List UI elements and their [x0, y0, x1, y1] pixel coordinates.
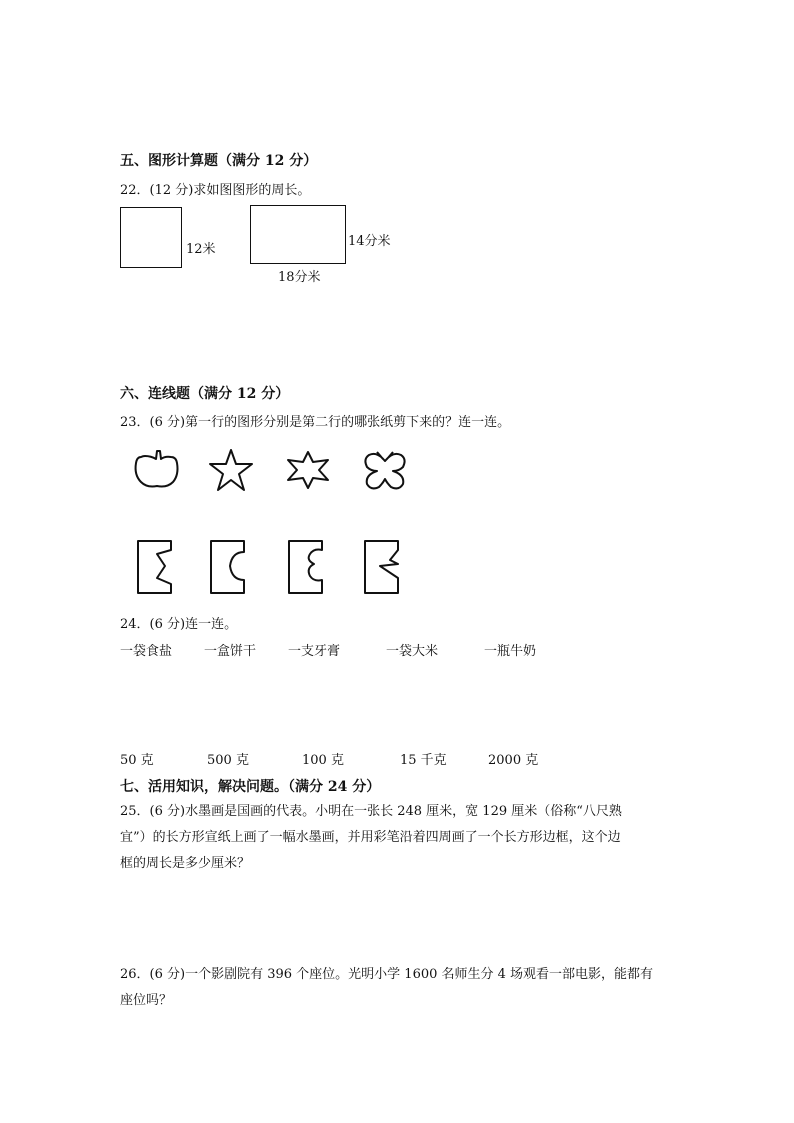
- weight-2000g[interactable]: 2000 克: [488, 753, 539, 768]
- question-25-line-3: 框的周长是多少厘米？: [120, 856, 251, 871]
- weight-100g[interactable]: 100 克: [302, 753, 344, 768]
- paper-cut-shape-d: [362, 538, 404, 596]
- item-rice[interactable]: 一袋大米: [386, 644, 439, 659]
- item-salt[interactable]: 一袋食盐: [120, 644, 173, 659]
- section-7-title: 七、活用知识，解决问题。（满分 24 分）: [120, 779, 381, 795]
- question-25: [120, 799, 680, 877]
- paper-cut-shape-a: [135, 538, 177, 596]
- question-23: 23．(6 分)第一行的图形分别是第二行的哪张纸剪下来的？连一连。: [120, 415, 511, 430]
- item-toothpaste[interactable]: 一支牙膏: [288, 644, 341, 659]
- rectangle-width-label: 18分米: [278, 270, 321, 285]
- rectangle-figure: [250, 205, 346, 264]
- question-26-line-2: 座位吗？: [120, 993, 173, 1008]
- item-biscuits[interactable]: 一盒饼干: [204, 644, 257, 659]
- weight-15kg[interactable]: 15 千克: [400, 753, 447, 768]
- apple-shape: [133, 447, 181, 489]
- question-26-line-1: 26．(6 分)一个影剧院有 396 个座位。光明小学 1600 名师生分 4 场观看一部电影，能都有: [120, 967, 654, 982]
- rectangle-height-label: 14分米: [348, 234, 391, 249]
- section-6-title: 六、连线题（满分 12 分）: [120, 386, 290, 402]
- square-side-label: 12米: [186, 242, 216, 257]
- paper-cut-shape-c: [286, 538, 328, 596]
- question-25-line-1: 25．(6 分)水墨画是国画的代表。小明在一张长 248 厘米，宽 129 厘米（俗称“八尺熟: [120, 804, 622, 819]
- question-25-line-2: 宜”）的长方形宣纸上画了一幅水墨画，并用彩笔沿着四周画了一个长方形边框，这个边: [120, 830, 621, 845]
- star-shape: [207, 448, 255, 492]
- item-milk[interactable]: 一瓶牛奶: [484, 644, 537, 659]
- weight-50g[interactable]: 50 克: [120, 753, 154, 768]
- butterfly-shape: [361, 449, 409, 493]
- weight-500g[interactable]: 500 克: [207, 753, 249, 768]
- question-22: 22．(12 分)求如图图形的周长。: [120, 183, 311, 198]
- question-24: 24．(6 分)连一连。: [120, 617, 238, 632]
- section-5-title: 五、图形计算题（满分 12 分）: [120, 153, 318, 169]
- six-point-star-shape: [286, 450, 330, 490]
- paper-cut-shape-b: [208, 538, 250, 596]
- square-figure: [120, 207, 182, 268]
- question-26: [120, 962, 680, 1014]
